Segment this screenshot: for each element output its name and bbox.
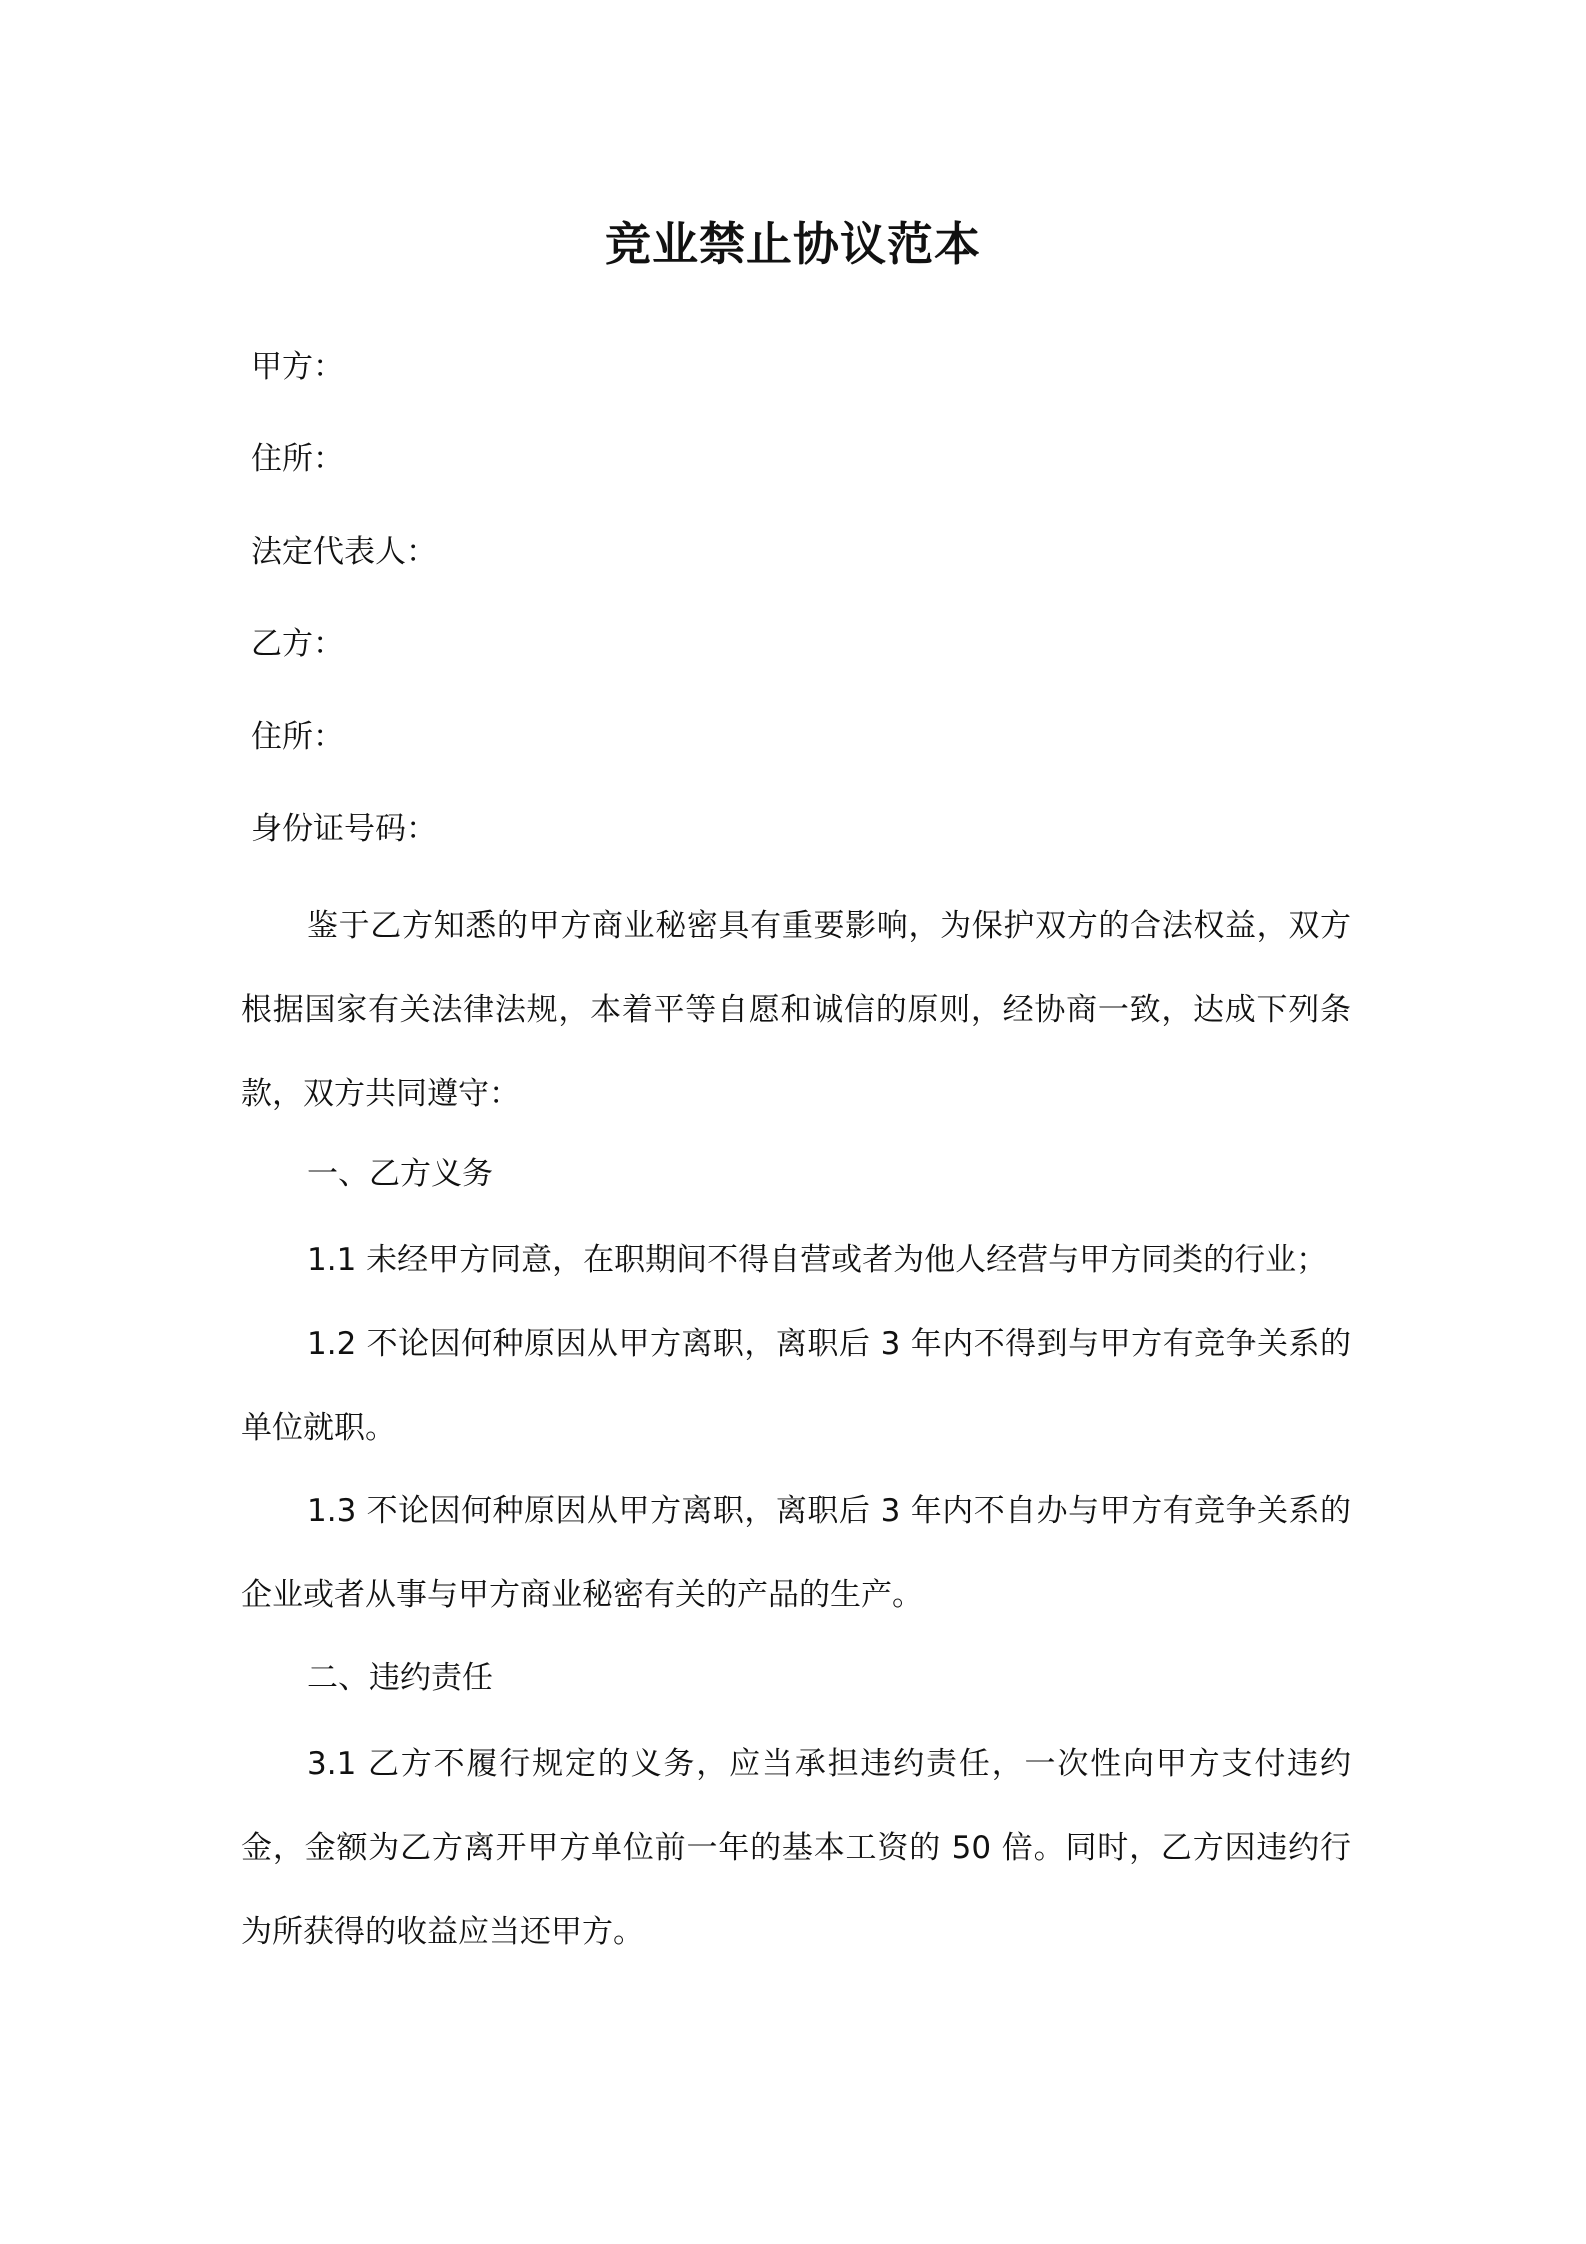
party-b-field: 乙方： [251, 626, 344, 662]
section-1-heading: 一、乙方义务 [307, 1156, 493, 1192]
party-a-address-field: 住所： [251, 441, 344, 477]
clause-1-1: 1.1 未经甲方同意，在职期间不得自营或者为他人经营与甲方同类的行业； [307, 1242, 1328, 1278]
party-a-field: 甲方： [251, 349, 344, 385]
clause-3-1: 3.1 乙方不履行规定的义务，应当承担违约责任，一次性向甲方支付违约金，金额为乙方离开甲方单位前一年的基本工资的 50 倍。同时，乙方因违约行为所获得的收益应当还甲方。 [241, 1746, 1351, 1950]
legal-representative-field: 法定代表人： [251, 534, 437, 570]
party-b-address-field: 住所： [251, 719, 344, 755]
section-2-heading: 二、违约责任 [307, 1660, 493, 1696]
preamble-paragraph: 鉴于乙方知悉的甲方商业秘密具有重要影响，为保护双方的合法权益，双方根据国家有关法律法规，本着平等自愿和诚信的原则，经协商一致，达成下列条款，双方共同遵守： [241, 908, 1351, 1112]
document-title: 竞业禁止协议范本 [605, 217, 981, 271]
clause-1-2: 1.2 不论因何种原因从甲方离职，离职后 3 年内不得到与甲方有竞争关系的单位就职。 [241, 1326, 1351, 1446]
clause-1-3: 1.3 不论因何种原因从甲方离职，离职后 3 年内不自办与甲方有竞争关系的企业或者从事与甲方商业秘密有关的产品的生产。 [241, 1493, 1351, 1613]
id-number-field: 身份证号码： [251, 811, 437, 847]
